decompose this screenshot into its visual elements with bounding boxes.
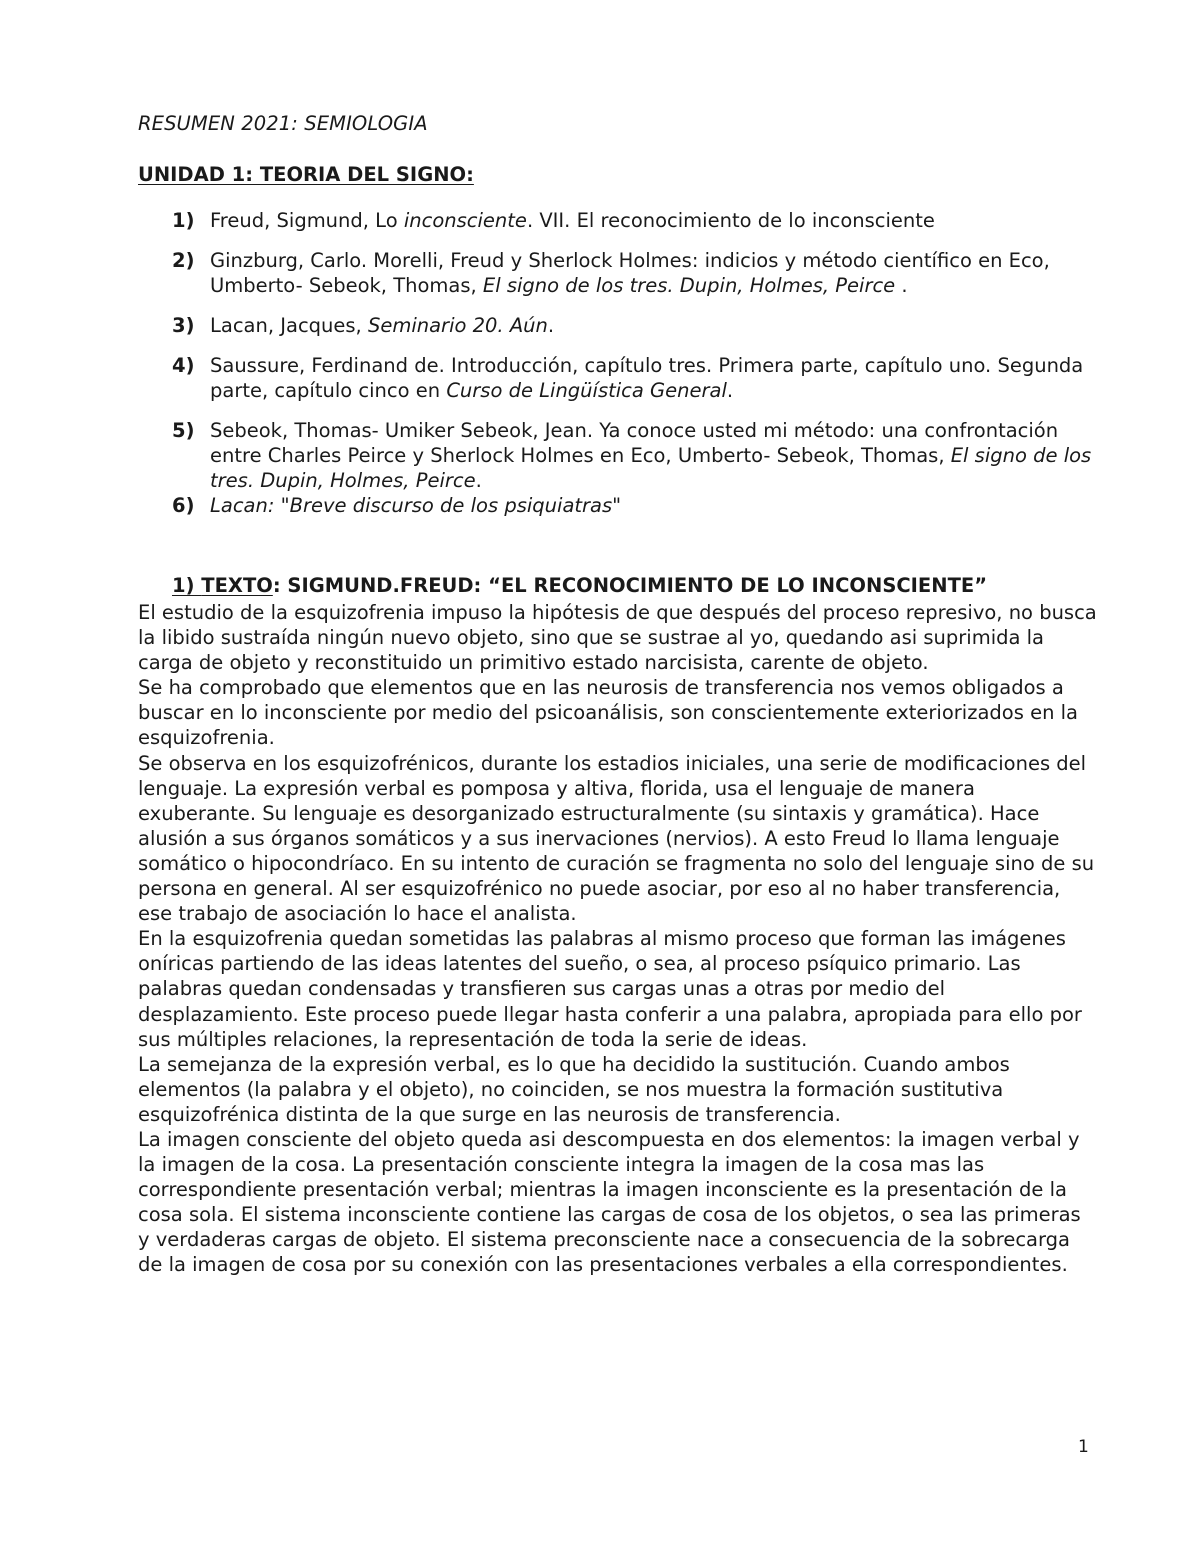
reading-text-plain: .	[895, 274, 908, 297]
reading-text	[210, 354, 1083, 402]
section-number: 1)	[172, 574, 195, 597]
reading-text-italic: inconsciente	[403, 209, 527, 232]
page-number: 1	[1078, 1437, 1089, 1457]
reading-text-plain: .	[726, 379, 734, 402]
section-title: : SIGMUND.FREUD: “EL RECONOCIMIENTO DE LO INCONSCIENTE”	[272, 574, 988, 597]
unit-heading: UNIDAD 1: TEORIA DEL SIGNO:	[138, 163, 474, 186]
reading-text-italic: Lacan: "Breve discurso de los psiquiatras"	[210, 494, 622, 517]
reading-text	[210, 249, 1050, 297]
reading-text-italic: Seminario 20. Aún	[367, 314, 548, 337]
reading-text-italic: Curso de Lingüística General	[446, 379, 727, 402]
paragraph: La imagen consciente del objeto queda asi descompuesta en dos elementos: la imagen verbal y la imagen de la cosa. La presentación consciente integra la imagen de la cosa mas las correspondiente presentación verbal; mientras la imagen inconsciente es la presentación de la cosa sola. El sistema inconsciente contiene las cargas de cosa de los objetos, o sea las primeras y verdaderas cargas de objeto. El sistema preconsciente nace a consecuencia de la sobrecarga de la imagen de cosa por su conexión con las presentaciones verbales a ella correspondientes.	[138, 1127, 1081, 1277]
reading-text	[210, 314, 554, 337]
reading-number: 2)	[172, 249, 195, 272]
reading-list	[138, 208, 1098, 518]
reading-text-plain: Sebeok, Thomas- Umiker Sebeok, Jean. Ya conoce usted mi método: una confrontación entre Charles Peirce y Sherlock Holmes en Eco, Umberto- Sebeok, Thomas,	[210, 419, 1059, 467]
reading-text-italic: El signo de los tres. Dupin, Holmes, Peirce	[210, 444, 1092, 492]
document-title: RESUMEN 2021: SEMIOLOGIA	[138, 112, 428, 135]
reading-text	[210, 494, 621, 517]
reading-text-plain: .	[547, 314, 555, 337]
reading-text-plain: Freud, Sigmund, Lo	[210, 209, 404, 232]
reading-number: 1)	[172, 209, 195, 232]
reading-text-plain: Lacan, Jacques,	[210, 314, 368, 337]
paragraph: La semejanza de la expresión verbal, es lo que ha decidido la sustitución. Cuando ambos elementos (la palabra y el objeto), no coinciden, se nos muestra la formación sustitutiva esquizofrénica distinta de la que surge en las neurosis de transferencia.	[138, 1052, 1010, 1126]
reading-text-plain: . VII. El reconocimiento de lo inconsciente	[526, 209, 935, 232]
section-heading	[172, 574, 987, 597]
reading-text	[210, 419, 1091, 492]
reading-text-plain: Saussure, Ferdinand de. Introducción, capítulo tres. Primera parte, capítulo uno. Segunda parte, capítulo cinco en	[210, 354, 1084, 402]
body-text	[138, 600, 1098, 1278]
reading-text-plain: .	[475, 469, 482, 492]
paragraph: Se observa en los esquizofrénicos, durante los estadios iniciales, una serie de modificaciones del lenguaje. La expresión verbal es pomposa y altiva, florida, usa el lenguaje de manera exuberante. Su lenguaje es desorganizado estructuralmente (su sintaxis y gramática). Hace alusión a sus órganos somáticos y a sus inervaciones (nervios). A esto Freud lo llama lenguaje somático o hipocondríaco. En su intento de curación se fragmenta no solo del lenguaje sino de su persona en general. Al ser esquizofrénico no puede asociar, por eso al no haber transferencia, ese trabajo de asociación lo hace el analista.	[138, 751, 1095, 926]
reading-text-plain: Ginzburg, Carlo. Morelli, Freud y Sherlock Holmes: indicios y método científico en Eco, Umberto- Sebeok, Thomas,	[210, 249, 1050, 297]
paragraph: En la esquizofrenia quedan sometidas las palabras al mismo proceso que forman las imágenes oníricas partiendo de las ideas latentes del sueño, o sea, al proceso psíquico primario. Las palabras quedan condensadas y transfieren sus cargas unas a otras por medio del desplazamiento. Este proceso puede llegar hasta conferir a una palabra, apropiada para ello por sus múltiples relaciones, la representación de toda la serie de ideas.	[138, 927, 1082, 1051]
reading-item	[138, 493, 1098, 518]
reading-item	[138, 353, 1098, 403]
reading-number: 3)	[172, 314, 195, 337]
reading-text	[210, 209, 935, 232]
paragraph: El estudio de la esquizofrenia impuso la hipótesis de que después del proceso represivo, no busca la libido sustraída ningún nuevo objeto, sino que se sustrae al yo, quedando asi suprimida la carga de objeto y reconstituido un primitivo estado narcisista, carente de objeto.	[138, 601, 1097, 675]
reading-item	[138, 248, 1098, 298]
paragraph: Se ha comprobado que elementos que en las neurosis de transferencia nos vemos obligados a buscar en lo inconsciente por medio del psicoanálisis, son conscientemente exteriorizados en la esquizofrenia.	[138, 676, 1078, 750]
reading-number: 4)	[172, 354, 195, 377]
reading-number: 5)	[172, 419, 195, 442]
section-label: TEXTO	[201, 574, 273, 597]
reading-item	[138, 418, 1098, 493]
reading-item	[138, 208, 1098, 233]
reading-item	[138, 313, 1098, 338]
reading-number: 6)	[172, 494, 195, 517]
reading-text-italic: El signo de los tres. Dupin, Holmes, Peirce	[482, 274, 896, 297]
